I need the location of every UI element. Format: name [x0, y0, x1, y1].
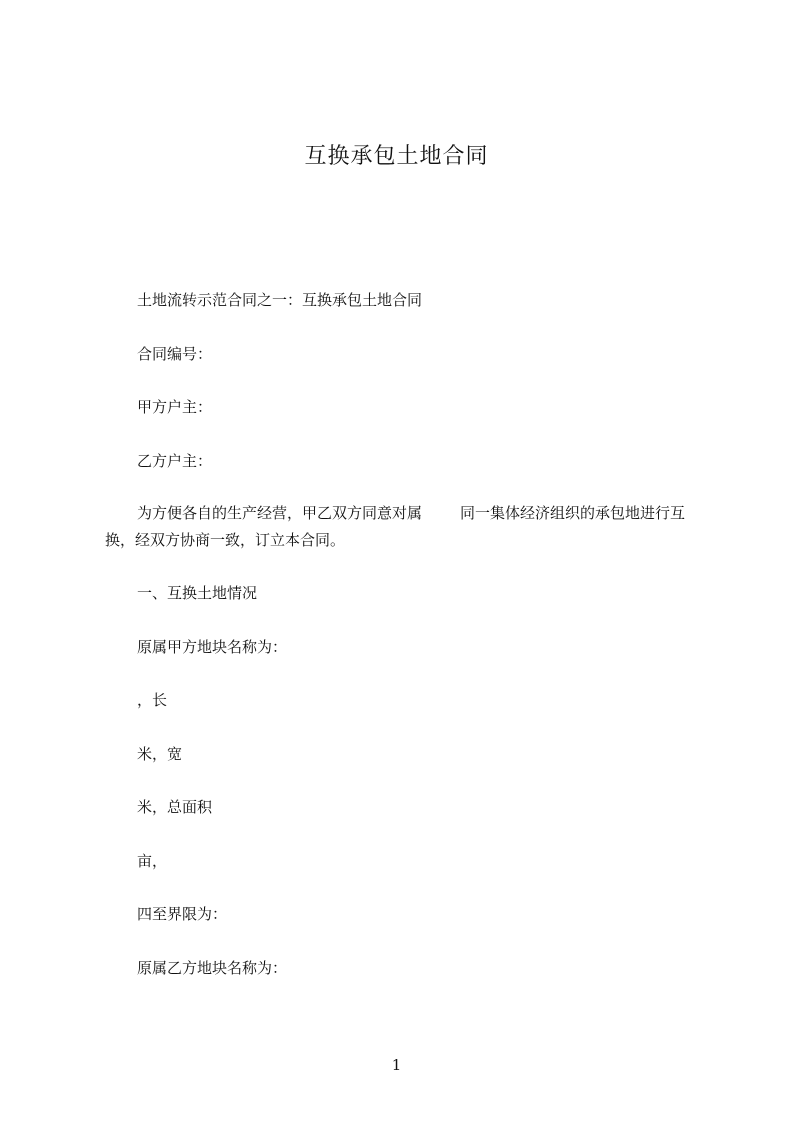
party-b-plot-name-label: 原属乙方地块名称为：	[137, 959, 288, 977]
intro-text-part2: 同一集体经济组织的承包地进行互换，经双方协商一致，订立本合同。	[105, 504, 686, 549]
mu-label: 亩，	[137, 852, 168, 870]
intro-text-part1: 为方便各自的生产经营，甲乙双方同意对属	[137, 504, 423, 522]
width-label: 米，宽	[137, 745, 183, 763]
party-a-plot-name-label: 原属甲方地块名称为：	[137, 638, 288, 656]
page-number: 1	[391, 1056, 402, 1074]
contract-subtitle: 土地流转示范合同之一：互换承包土地合同	[137, 291, 423, 309]
party-b-label: 乙方户主：	[137, 452, 213, 470]
intro-paragraph	[105, 500, 705, 554]
section-1-heading: 一、互换土地情况	[137, 584, 258, 602]
document-title: 互换承包土地合同	[304, 144, 489, 169]
contract-number-label: 合同编号：	[137, 345, 213, 363]
total-area-label: 米，总面积	[137, 798, 213, 816]
party-a-label: 甲方户主：	[137, 398, 213, 416]
length-label: ，长	[137, 691, 168, 709]
boundary-label: 四至界限为：	[137, 905, 228, 923]
